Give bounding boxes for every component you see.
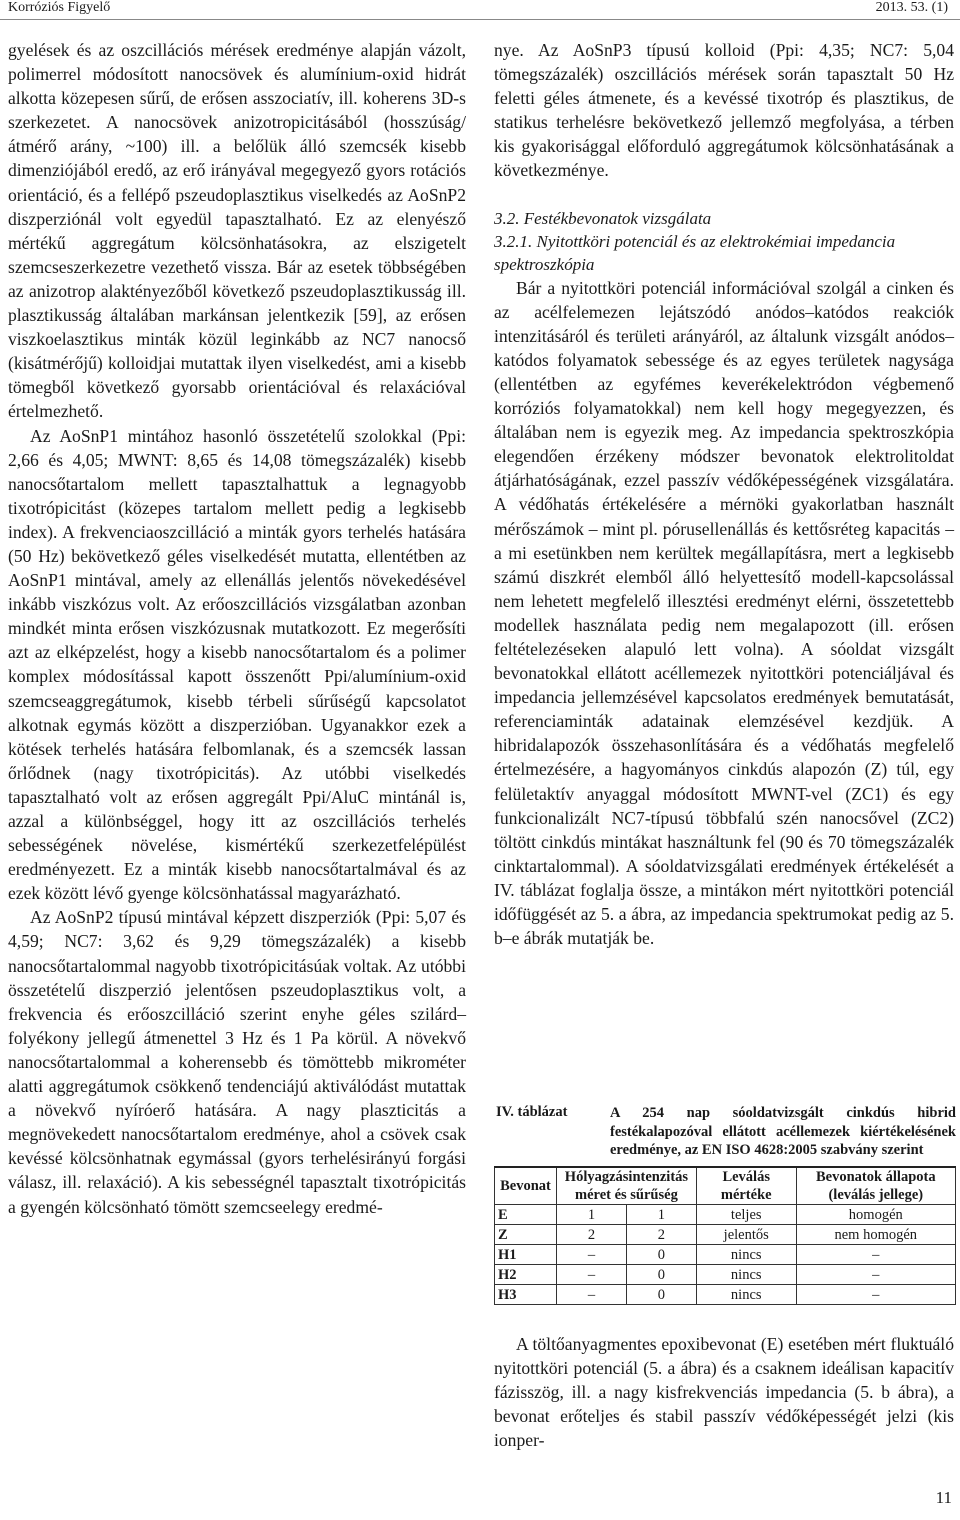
cell-detachment: jelentős [696, 1225, 796, 1245]
table-row [495, 1225, 956, 1245]
table-caption: A 254 nap sóoldatvizsgált cinkdús hibrid festékalapozóval ellátott acéllemezek kiértékelésének eredménye, az EN ISO 4628:2005 szabvány szerint [610, 1105, 956, 1158]
cell-size: – [556, 1285, 626, 1305]
table-label: IV. táblázat [496, 1104, 568, 1120]
section-heading: 3.2. Festékbevonatok vizsgálata [494, 208, 712, 228]
cell-detachment: nincs [696, 1245, 796, 1265]
left-column [8, 38, 466, 1219]
cell-coating: H1 [495, 1245, 557, 1265]
journal-title: Korróziós Figyelő [8, 0, 111, 15]
running-header [0, 0, 960, 20]
table-row [495, 1285, 956, 1305]
cell-size: – [556, 1245, 626, 1265]
right-column-continued [494, 1332, 954, 1452]
left-paragraph-2: Az AoSnP1 mintához hasonló összetételű szolokkal (Ppi: 2,66 és 4,05; MWNT: 8,65 és 14,08 tömegszázalék) kisebb nanocsőtartalom mellett tapasztalhattuk a legnagyobb tixotrópicitást (közepes tartalom mellett pedig a legkisebb index). A frekvenciaoszcilláció a minták gyors terhelés hatására (50 Hz) bekövetkező géles viselkedését mutatta, ellentétben az AoSnP1 mintával, amely az ellenállás jelentős növekedésével inkább viszkózus volt. Az erőoszcillációs vizsgálatban azonban mindkét minta erősen viszkózusnak mutatkozott. Ez megerősíti azt az elképzelést, hogy a kisebb nanocsőtartalom és a polimer komplex módosítással kapott összenőtt Ppi/alumínium-oxid szemcseaggregátumok, kisebb térbeli sűrűségű kapcsolatot alkotnak egymás között a diszperzióban. Ugyanakkor ezek a kötések terhelés hatására felbomlanak, és a szemcsék lassan őrlődnek (nagy tixotrópicitás). Az utóbbi viselkedés tapasztalható volt az erősen aggregált Ppi/AluC mintánál is, azzal a különbséggel, hogy itt az oszcillációs terhelés sebességének növelése, kismértékű szerkezetfelépülést eredményezett. Ez a minták kisebb nanocsőtartalmával és az ezek között lévő gyenge kölcsönhatással magyarázható. [8, 425, 466, 904]
right-paragraph-2: Bár a nyitottköri potenciál információval szolgál a cinken és az acélfelemezen lejátszódó anódos–katódos reakciók intenzitásáról és területi arányáról, az általunk vizsgált anódos–katódos folyamatok sebessége és az egyes területek nagysága (ellentétben az egyfémes keverékelektródon végbemenő korróziós folyamatokkal) nem kell hogy megegyezzen, és általában nem is egyezik meg. Az impedancia spektroszkópia elegendően érzékeny módszer bevonatok elektrolitoldat átjárhatóságának, ezzel passzív védőképességének vizsgálatára. A védőhatás értékelésére a mérnöki gyakorlatban használt mérőszámok – mint pl. pórusellenállás és kettősréteg kapacitás – a mi esetünkben nem kerültek megállapításra, mert a legkisebb számú diszkrét elemből álló helyettesítő modell-kapcsolással nem lehetett megfelelő illesztési eredményt elérni, összetettebb modellek használata pedig nem megalapozott (ill. erősen feltételezéseken alapuló lett volna). A sóoldat vizsgált bevonatokkal ellátott acéllemezek nyitottköri potenciáljával és impedancia jellemzésével kapcsolatos eredmények bemutatását, referenciaminták adatainak elemzésével kezdjük. A hibridalapozók összehasonlítására és a védőhatás megfelelő értelmezésére, a hagyományos cinkdús alapozón (Z) túl, egy felületaktív anyaggal módosított MWNT-vel (ZC1) és egy funkcionalizált NC7-típusú többfalú szén nanocsővel (ZC2) töltött cinkdús mintákat használtunk fel (90 és 70 tömegszázalék cinktartalommal). A sóoldatvizsgálati eredmények értékelését a IV. táblázat foglalja össze, a mintákon mért nyitottköri potenciál időfüggését az 5. a ábra, az impedancia spektrumokat pedig az 5. b–e ábrák mutatják be. [494, 277, 954, 949]
cell-detachment: nincs [696, 1265, 796, 1285]
cell-size: – [556, 1265, 626, 1285]
cell-size: 1 [556, 1205, 626, 1225]
table-row [495, 1205, 956, 1225]
cell-density: 2 [626, 1225, 696, 1245]
cell-detachment: teljes [696, 1205, 796, 1225]
cell-coating: H3 [495, 1285, 557, 1305]
right-paragraph-1: nye. Az AoSnP3 típusú kolloid (Ppi: 4,35; NC7: 5,04 tömegszázalék) oszcillációs mérések során tapasztalt 50 Hz feletti géles átmenete, és a kevéssé tixotróp és plasztikus, de statikus terhelésre bekövetkező jellemző megfolyása, a térben kis gyakorisággal előforduló aggregátumok kölcsönhatásának a következménye. [494, 40, 954, 181]
cell-state: homogén [796, 1205, 955, 1225]
left-paragraph-3: Az AoSnP2 típusú mintával képzett diszperziók (Ppi: 5,07 és 4,59; NC7: 3,62 és 9,29 tömegszázalék) a kisebb nanocsőtartalommal nagyobb tixotrópicitásúak voltak. Az utóbbi összetételű diszperzió jelentősen pszeudoplasztikus volt, a frekvencia és erőoszcilláció szerint enyhe géles szilárd–folyékony jellegű átmenettel 3 Hz és 1 Pa körül. A növekvő nanocsőtartalommal a koherensebb és tömöttebb mikrométer alatti aggregátumok csökkenő tendenciájú aktiválódást mutattak a növekvő nyíróerő hatására. A nagy plaszticitás a megnövekedett nanocsőtartalom eredménye, ahol a csövek csak kevéssé kölcsönhatnak egymással (gyors terhelésirányú forgási válasz, ill. relaxáció). A kis sebességnél tapasztalt tixotrópicitás a gyengén kölcsönható tömött szemcseelegy eredmé- [8, 907, 466, 1217]
cell-coating: H2 [495, 1265, 557, 1285]
cell-coating: Z [495, 1225, 557, 1245]
header-coating: Bevonat [495, 1167, 557, 1205]
cell-detachment: nincs [696, 1285, 796, 1305]
left-paragraph-1: gyelések és az oszcillációs mérések eredménye alapján vázolt, polimerrel módosított nanocsövek és alumínium-oxid hidrát alkotta közepesen sűrű, de erősen asszociatív, ill. koherens 3D-s szerkezetet. A nanocsövek anizotropicitásából (hosszúság/átmérő arány, ~100) ill. a belőlük álló szemcsék kisebb dimenziójából eredő, az erő irányával megegyező gyors rotációs orientáció, és a fellépő pszeudoplasztikus viselkedés az AoSnP2 diszperziónál volt egyedül tapasztalható. Ez az elenyésző mértékű aggregátum kölcsönhatásokra, az elszigetelt szemcseszerkezetre vezethető vissza. Bár az esetek többségében az anizotrop alaktényezőből következő pszeudoplasztikusság ill. plasztikusság általában markánsan jelentkezik [59], az erősen viszkoelasztikus minták közül leginkább az NC7 nanocső (kisátmérőjű) kolloidjai mutattak ilyen viselkedést, ami a kisebb tömegből következő gyorsabb orientációval és relaxációval értelmezhető. [8, 40, 466, 422]
cell-size: 2 [556, 1225, 626, 1245]
issue-info: 2013. 53. (1) [875, 0, 948, 15]
cell-state: – [796, 1265, 955, 1285]
right-paragraph-3: A töltőanyagmentes epoxibevonat (E) esetében mért fluktuáló nyitottköri potenciál (5. a ábra) és a csaknem ideálisan kapacitív fázisszög, ill. a nagy kisfrekvenciás impedancia (5. b ábra), a bevonat erőteljes és stabil passzív védőképességét jelzi (kis ionper- [494, 1334, 954, 1451]
header-state: Bevonatok állapota (leválás jellege) [796, 1167, 955, 1205]
table-header-row [495, 1167, 956, 1205]
cell-density: 1 [626, 1205, 696, 1225]
cell-density: 0 [626, 1285, 696, 1305]
right-column [494, 38, 954, 950]
results-table [494, 1166, 956, 1305]
cell-density: 0 [626, 1265, 696, 1285]
subsection-heading: 3.2.1. Nyitottköri potenciál és az elektrokémiai impedancia spektroszkópia [494, 231, 896, 274]
header-blistering: Hólyagzásintenzitás méret és sűrűség [556, 1167, 696, 1205]
cell-state: nem homogén [796, 1225, 955, 1245]
cell-state: – [796, 1245, 955, 1265]
cell-coating: E [495, 1205, 557, 1225]
table-row [495, 1265, 956, 1285]
header-detachment: Leválás mértéke [696, 1167, 796, 1205]
cell-density: 0 [626, 1245, 696, 1265]
cell-state: – [796, 1285, 955, 1305]
table-row [495, 1245, 956, 1265]
header-rule [0, 19, 960, 20]
page-number: 11 [935, 1488, 952, 1507]
